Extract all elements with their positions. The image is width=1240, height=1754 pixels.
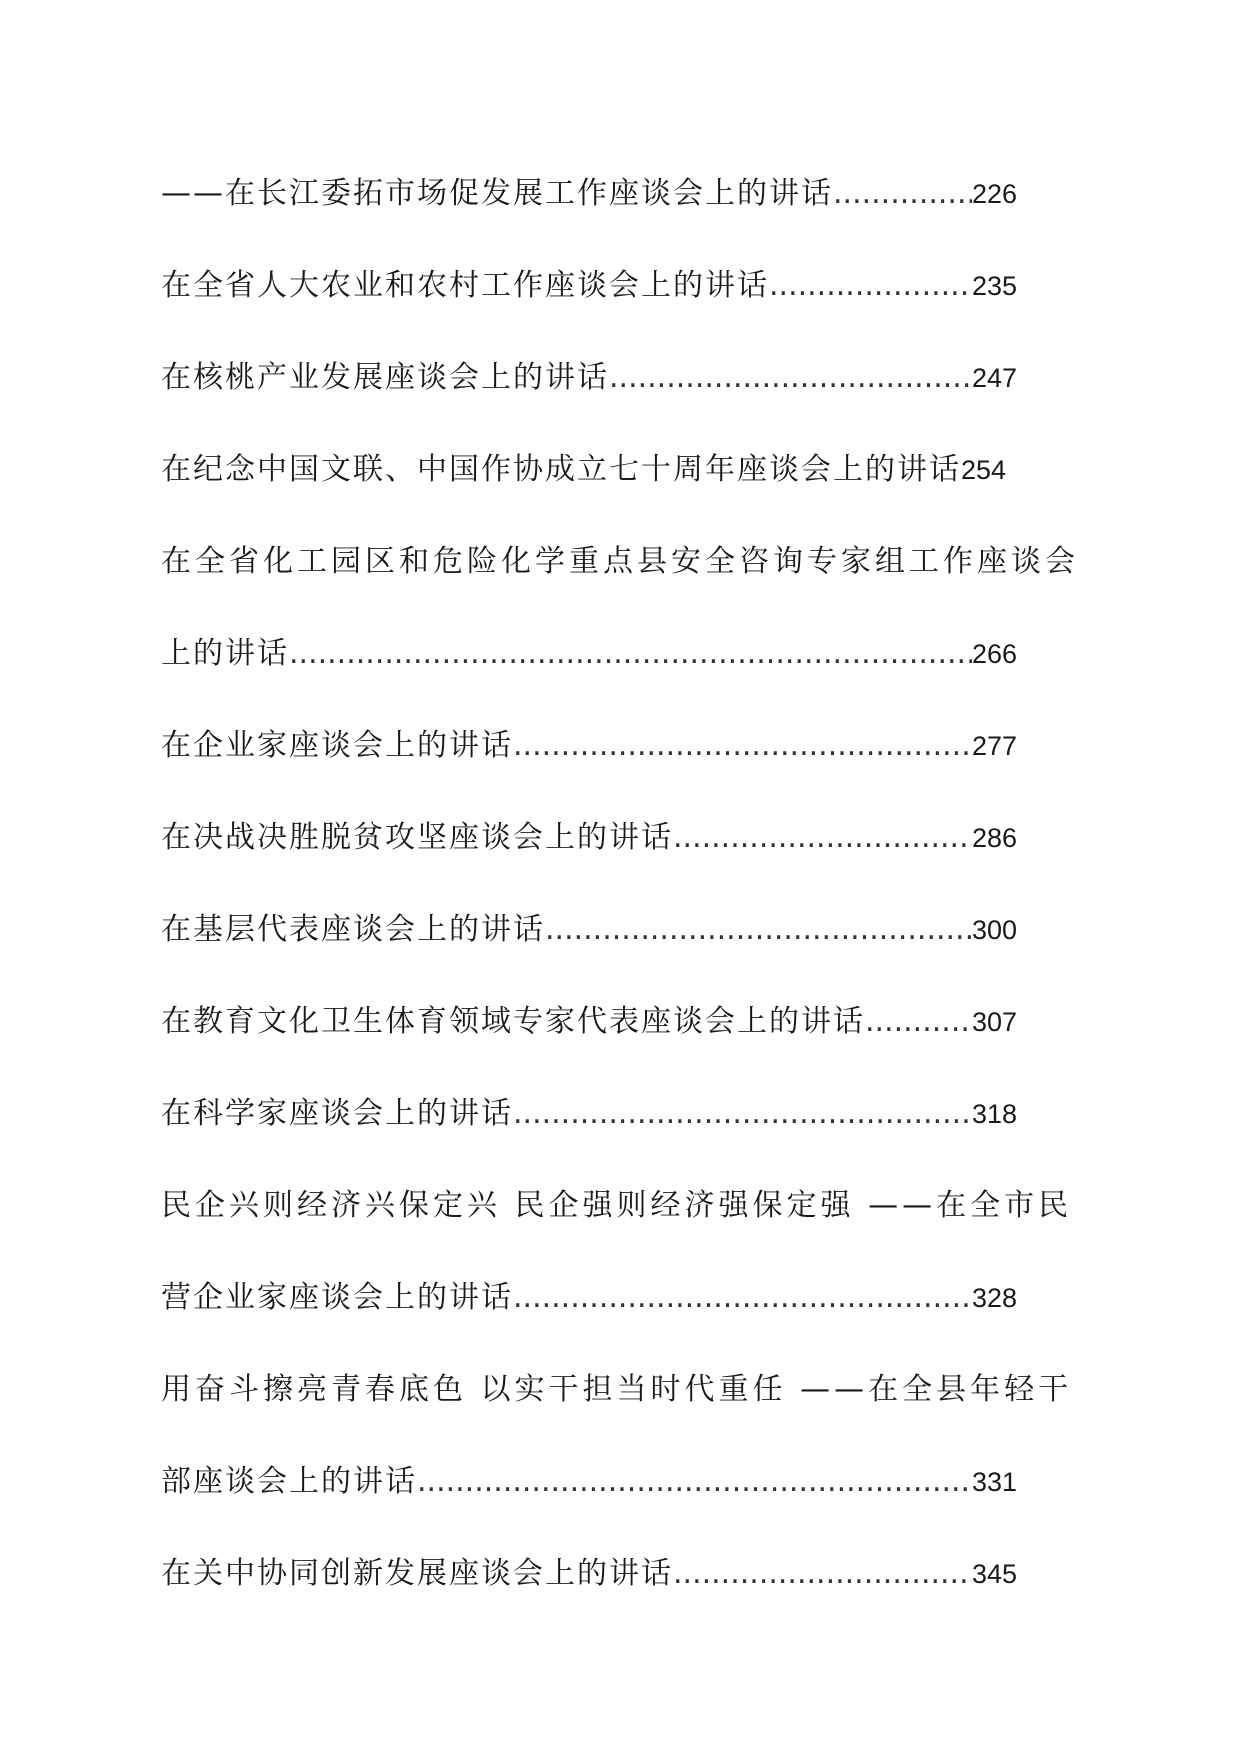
toc-page-number: 235 [971,271,1017,301]
toc-page-number: 247 [971,363,1017,393]
toc-page-number: 331 [971,1467,1017,1497]
toc-entry-title: 在决战决胜脱贫攻坚座谈会上的讲话 [161,820,673,855]
toc-entry-title: 在基层代表座谈会上的讲话 [161,912,545,947]
toc-entry[interactable] [161,446,1091,494]
dot-leader [417,1458,972,1506]
toc-entry-title: 在纪念中国文联、中国作协成立七十周年座谈会上的讲话 [161,452,961,487]
toc-entry[interactable] [161,354,1091,402]
toc-page-number: 318 [971,1099,1017,1129]
toc-page-number: 286 [971,823,1017,853]
toc-page-number: 345 [971,1559,1017,1589]
toc-entry-title: ——在长江委拓市场促发展工作座谈会上的讲话 [161,176,833,211]
toc-page-number: 254 [961,455,1007,485]
toc-entry-title-line1: 民企兴则经济兴保定兴 民企强则经济强保定强 ——在全市民 [161,1188,1073,1223]
dot-leader [833,170,972,218]
toc-entry[interactable] [161,170,1091,218]
dot-leader [609,354,972,402]
toc-entry[interactable] [161,262,1091,310]
toc-entry-title-line1: 在全省化工园区和危险化学重点县安全咨询专家组工作座谈会 [161,544,1079,579]
toc-entry[interactable] [161,1550,1091,1598]
toc-page-number: 266 [971,639,1017,669]
toc-entry[interactable] [161,1090,1091,1138]
dot-leader [513,722,972,770]
toc-entry[interactable] [161,538,1091,678]
toc-entry[interactable] [161,1182,1091,1322]
toc-page-number: 307 [971,1007,1017,1037]
dot-leader [673,1550,972,1598]
toc-entry[interactable] [161,1366,1091,1506]
toc-entry-title: 在核桃产业发展座谈会上的讲话 [161,360,609,395]
toc-entry-title: 在全省人大农业和农村工作座谈会上的讲话 [161,268,769,303]
toc-entry[interactable] [161,722,1091,770]
toc-entry-title: 在科学家座谈会上的讲话 [161,1096,513,1131]
dot-leader [513,1090,972,1138]
toc-entry[interactable] [161,998,1091,1046]
toc-entry-title-line2: 营企业家座谈会上的讲话 [161,1280,513,1315]
toc-page-number: 277 [971,731,1017,761]
toc-entry-title-line2: 部座谈会上的讲话 [161,1464,417,1499]
dot-leader [545,906,972,954]
toc-entry[interactable] [161,814,1091,862]
toc-entry-title-line1: 用奋斗擦亮青春底色 以实干担当时代重任 ——在全县年轻干 [161,1372,1073,1407]
dot-leader [673,814,972,862]
toc-page-number: 226 [971,179,1017,209]
toc-page-number: 300 [971,915,1017,945]
toc-entry-title: 在企业家座谈会上的讲话 [161,728,513,763]
toc-entry-title: 在教育文化卫生体育领域专家代表座谈会上的讲话 [161,1004,865,1039]
toc-entry[interactable] [161,906,1091,954]
table-of-contents [161,170,1091,1598]
dot-leader [769,262,972,310]
dot-leader [513,1274,972,1322]
dot-leader [865,998,972,1046]
toc-entry-title-line2: 上的讲话 [161,636,289,671]
dot-leader [289,630,972,678]
toc-entry-title: 在关中协同创新发展座谈会上的讲话 [161,1556,673,1591]
toc-page-number: 328 [971,1283,1017,1313]
